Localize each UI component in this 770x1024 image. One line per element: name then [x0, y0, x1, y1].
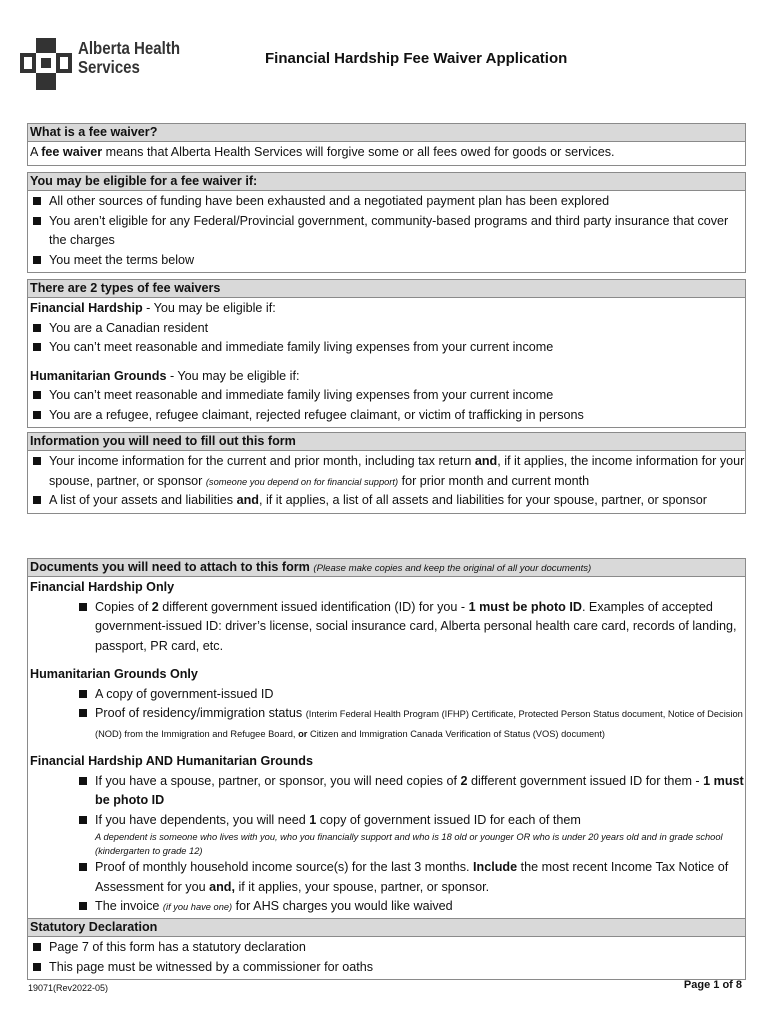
list-item: The invoice (if you have one) for AHS charges you would like waived [76, 897, 745, 917]
both-grounds-label: Financial Hardship AND Humanitarian Grounds [30, 754, 313, 768]
list-item: You can’t meet reasonable and immediate family living expenses from your current income [30, 386, 745, 406]
section-statutory-declaration [27, 918, 746, 980]
list-item: You are a Canadian resident [30, 319, 745, 339]
section-information-needed [27, 432, 746, 514]
section-waiver-types [27, 279, 746, 428]
list-item: All other sources of funding have been exhausted and a negotiated payment plan has been explored [30, 192, 745, 212]
section-header: Statutory Declaration [28, 919, 745, 937]
list-item: You aren’t eligible for any Federal/Provincial government, community-based programs and third party insurance that cover the charges [30, 212, 745, 251]
form-number: 19071(Rev2022-05) [28, 983, 109, 993]
section-body [28, 577, 745, 919]
list-item: If you have dependents, you will need 1 copy of government issued ID for each of them A dependent is someone who lives with you, who you financially support and who is 18 old or younger OR who is under 20 years old and in grade school (kindergarten to grade 12) [76, 811, 745, 859]
list-item: If you have a spouse, partner, or sponsor, you will need copies of 2 different government issued ID for them - 1 must be photo ID [76, 772, 745, 811]
humanitarian-grounds-label: Humanitarian Grounds - You may be eligible if: [30, 368, 300, 383]
list-item: This page must be witnessed by a commissioner for oaths [30, 958, 745, 978]
list-item: Proof of monthly household income source(s) for the last 3 months. Include the most recent Income Tax Notice of Assessment for you and, if it applies, your spouse, partner, or sponsor. [76, 858, 745, 897]
financial-hardship-only-label: Financial Hardship Only [30, 580, 175, 594]
page-title: Financial Hardship Fee Waiver Application [265, 50, 568, 67]
financial-hardship-label: Financial Hardship - You may be eligible if: [30, 301, 276, 315]
list-item: A list of your assets and liabilities and, if it applies, a list of all assets and liabilities for your spouse, partner, or sponsor [30, 491, 745, 511]
list-item: You are a refugee, refugee claimant, rejected refugee claimant, or victim of trafficking in persons [30, 406, 745, 426]
list-item: A copy of government-issued ID [76, 685, 745, 705]
section-what-is-fee-waiver [27, 123, 746, 166]
list-item: Proof of residency/immigration status (Interim Federal Health Program (IFHP) Certificate, Protected Person Status document, Notice of Decision (NOD) from the Immigration and Refugee Board, or Citizen and Immigration Canada Verification of Status (VOS) document) [76, 704, 745, 743]
list-item: Your income information for the current and prior month, including tax return and, if it applies, the income information for your spouse, partner, or sponsor (someone you depend on for financial support) for prior month and current month [30, 452, 745, 491]
section-header: Information you will need to fill out this form [28, 433, 745, 451]
ahs-logo [20, 38, 190, 90]
list-item: Page 7 of this form has a statutory declaration [30, 938, 745, 958]
section-documents [27, 558, 746, 920]
list-item: You meet the terms below [30, 251, 745, 271]
section-header: There are 2 types of fee waivers [28, 280, 745, 298]
dependent-note: A dependent is someone who lives with you, who you financially support and who is 18 old or younger OR who is under 20 years old and in grade school (kindergarten to grade 12) [95, 832, 723, 856]
section-header: You may be eligible for a fee waiver if: [28, 173, 745, 191]
list-item: You can’t meet reasonable and immediate family living expenses from your current income [30, 338, 745, 358]
section-body [28, 451, 745, 513]
ahs-cross-logo-icon [20, 38, 72, 90]
list-item: Copies of 2 different government issued identification (ID) for you - 1 must be photo ID. Examples of accepted government-issued ID: driver’s license, social insurance card, Alberta personal health care card, records of landing, passport, PR card, etc. [76, 598, 745, 657]
section-eligibility [27, 172, 746, 273]
section-header: What is a fee waiver? [28, 124, 745, 142]
page-number: Page 1 of 8 [683, 979, 742, 991]
section-body [28, 937, 745, 979]
section-body [28, 191, 745, 272]
humanitarian-grounds-only-label: Humanitarian Grounds Only [30, 667, 198, 681]
section-body [28, 142, 745, 165]
logo-text: Alberta Health Services [78, 38, 181, 77]
section-header: Documents you will need to attach to this form (Please make copies and keep the original of all your documents) [28, 559, 745, 577]
paragraph: A fee waiver means that Alberta Health Services will forgive some or all fees owed for goods or services. [30, 145, 615, 159]
section-body [28, 298, 745, 427]
